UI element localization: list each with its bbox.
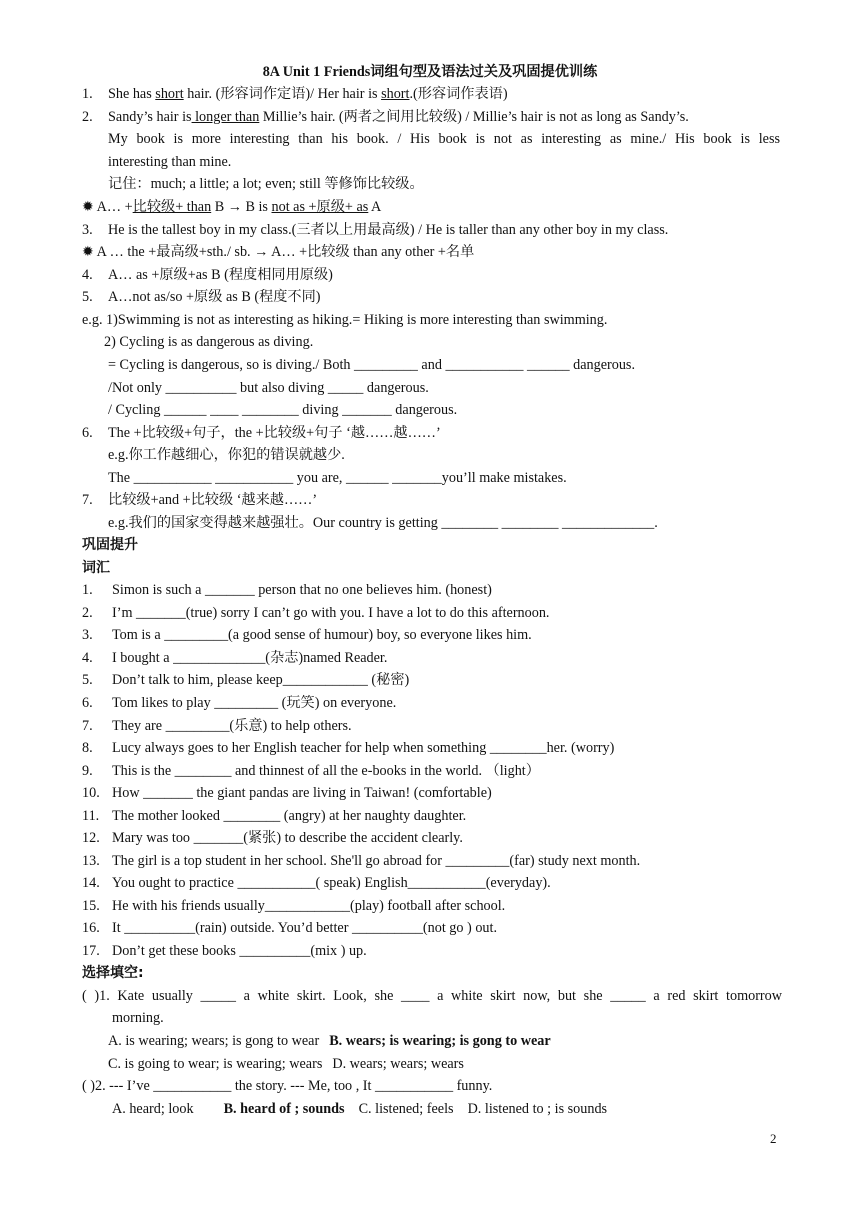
- page-title: 8A Unit 1 Friends词组句型及语法过关及巩固提优训练: [262, 64, 598, 80]
- rule-superlative: ✹ A … the +最高级+sth./ sb. → A… +比较级 than any other +名单: [82, 244, 475, 260]
- list-item: 10. How _______ the giant pandas are living in Taiwan! (comfortable): [82, 785, 492, 801]
- option-d: D. wears; wears; wears: [332, 1056, 464, 1072]
- example-2-line-1: = Cycling is dangerous, so is diving./ Both _________ and ___________ ______ dangerous.: [108, 357, 636, 373]
- grammar-item-4: 4. A… as +原级+as B (程度相同用原级): [82, 267, 333, 283]
- list-item: 13. The girl is a top student in her school. She'll go abroad for _________(far) study next month.: [82, 853, 641, 869]
- list-item: 4. I bought a _____________(杂志)named Reader.: [82, 650, 388, 666]
- grammar-item-1: 1. She has short hair. (形容词作定语)/ Her hair is short.(形容词作表语): [82, 86, 508, 102]
- grammar-item-7-example: e.g.我们的国家变得越来越强壮。Our country is getting ________ ________ _____________.: [108, 515, 658, 531]
- grammar-item-2-note: 记住：much; a little; a lot; even; still 等修饰比较级。: [108, 176, 424, 192]
- example-2-line-2: /Not only __________ but also diving _____ dangerous.: [108, 380, 429, 396]
- grammar-item-7: 7. 比较级+and +比较级 ‘越来越……’: [82, 492, 318, 508]
- list-item: 7. They are _________(乐意) to help others.: [82, 718, 352, 734]
- list-item: 5. Don’t talk to him, please keep____________ (秘密): [82, 672, 410, 688]
- list-item: 15. He with his friends usually____________(play) football after school.: [82, 898, 506, 914]
- grammar-item-2-example: My book is more interesting than his book. / His book is not as interesting as mine./ His book is less: [108, 131, 780, 147]
- option-c: C. listened; feels: [358, 1101, 454, 1117]
- list-item: 14. You ought to practice ___________( speak) English___________(everyday).: [82, 875, 551, 891]
- grammar-item-6: 6. The +比较级+句子，the +比较级+句子 ‘越……越……’: [82, 425, 441, 441]
- section-heading-vocab: 词汇: [82, 560, 110, 576]
- question-1-options-row-2: [108, 1055, 808, 1073]
- question-2-options: [112, 1100, 812, 1118]
- option-c: C. is going to wear; is wearing; wears: [108, 1056, 323, 1072]
- list-item: 2. I’m _______(true) sorry I can’t go with you. I have a lot to do this afternoon.: [82, 605, 550, 621]
- example-2: 2) Cycling is as dangerous as diving.: [104, 334, 314, 350]
- list-item: 16. It __________(rain) outside. You’d better __________(not go ) out.: [82, 920, 497, 936]
- option-a: A. heard; look: [112, 1101, 194, 1117]
- list-item: 11. The mother looked ________ (angry) at her naughty daughter.: [82, 808, 467, 824]
- question-1-stem: ( )1. Kate usually _____ a white skirt. Look, she ____ a white skirt now, but she _____ a red skirt tomorrow: [82, 988, 782, 1004]
- question-1-options-row-1: [108, 1032, 808, 1050]
- option-a: A. is wearing; wears; is gong to wear: [108, 1033, 320, 1049]
- list-item: 3. Tom is a _________(a good sense of humour) boy, so everyone likes him.: [82, 627, 532, 643]
- grammar-item-6-example: e.g.你工作越细心，你犯的错误就越少.: [108, 447, 345, 463]
- list-item: 9. This is the ________ and thinnest of all the e-books in the world. （light）: [82, 763, 540, 779]
- option-b: B. heard of ; sounds: [223, 1101, 345, 1117]
- rule-comparative: ✹ A… +比较级+ than B → B is not as +原级+ as A: [82, 199, 382, 215]
- question-1-stem-cont: morning.: [112, 1010, 164, 1026]
- list-item: 6. Tom likes to play _________ (玩笑) on everyone.: [82, 695, 397, 711]
- grammar-item-2: 2. Sandy’s hair is longer than Millie’s hair. (两者之间用比较级) / Millie’s hair is not as long as Sandy’s.: [82, 109, 689, 125]
- option-d: D. listened to ; is sounds: [467, 1101, 608, 1117]
- list-item: 17. Don’t get these books __________(mix ) up.: [82, 943, 367, 959]
- example-1: e.g. 1)Swimming is not as interesting as hiking.= Hiking is more interesting than swimming.: [82, 312, 608, 328]
- list-item: 8. Lucy always goes to her English teacher for help when something ________her. (worry): [82, 740, 615, 756]
- list-item: 1. Simon is such a _______ person that no one believes him. (honest): [82, 582, 492, 598]
- grammar-item-3: 3. He is the tallest boy in my class.(三者以上用最高级) / He is taller than any other boy in my class.: [82, 222, 669, 238]
- section-heading-consolidate: 巩固提升: [82, 537, 138, 553]
- example-2-line-3: / Cycling ______ ____ ________ diving _______ dangerous.: [108, 402, 458, 418]
- grammar-item-5: 5. A…not as/so +原级 as B (程度不同): [82, 289, 321, 305]
- grammar-item-6-blank: The ___________ ___________ you are, ______ _______you’ll make mistakes.: [108, 470, 567, 486]
- list-item: 12. Mary was too _______(紧张) to describe the accident clearly.: [82, 830, 463, 846]
- grammar-item-2-example-cont: interesting than mine.: [108, 154, 232, 170]
- option-b: B. wears; is wearing; is gong to wear: [329, 1033, 551, 1049]
- question-2-stem: ( )2. --- I’ve ___________ the story. --- Me, too , It ___________ funny.: [82, 1078, 493, 1094]
- section-heading-choice: 选择填空:: [82, 965, 144, 981]
- page-number: 2: [770, 1131, 777, 1146]
